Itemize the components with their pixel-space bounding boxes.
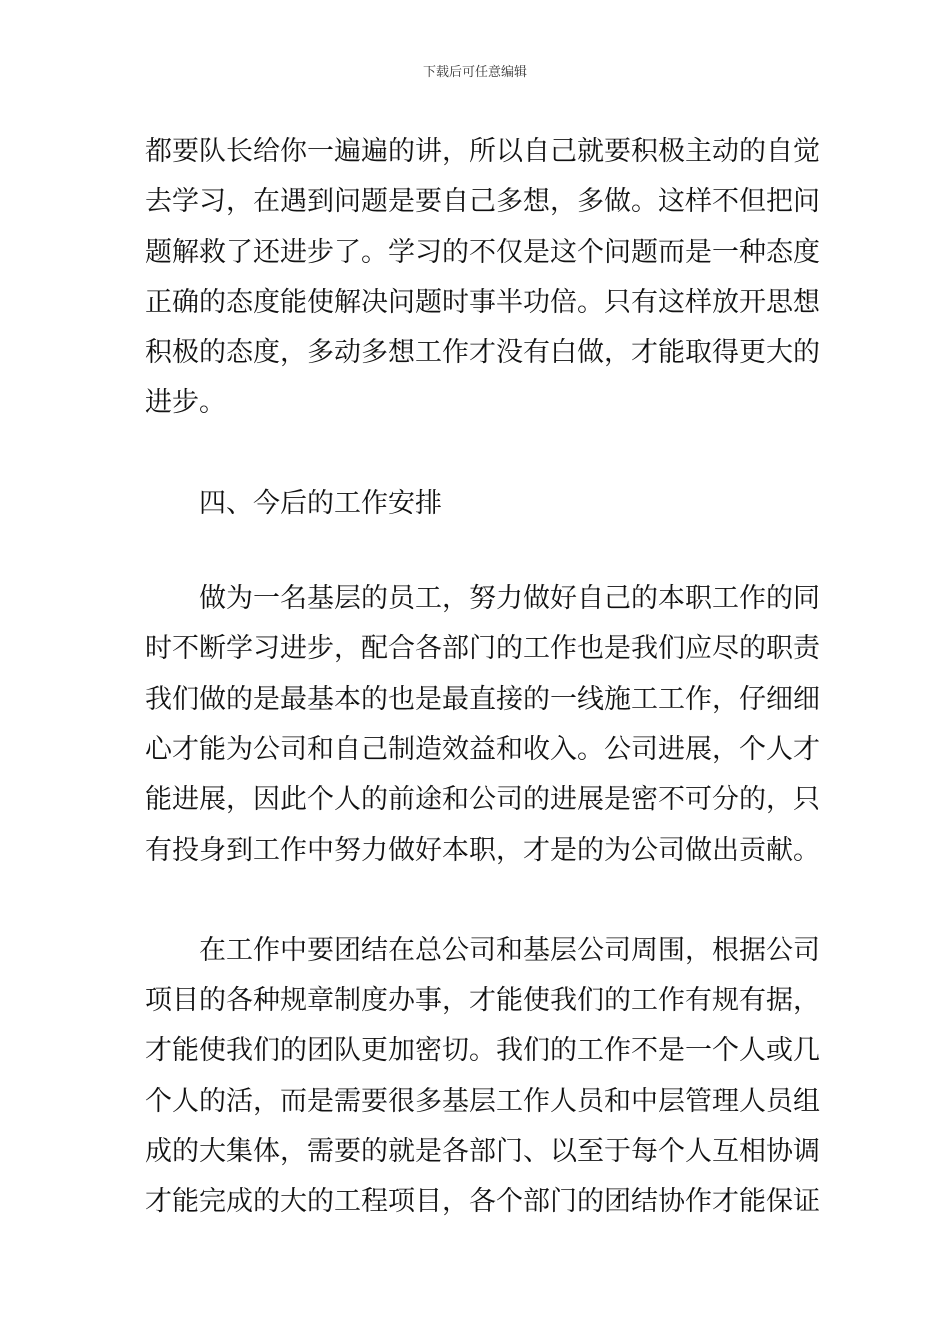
page-header-note: 下载后可任意编辑: [422, 65, 527, 80]
text-line: 正确的态度能使解决问题时事半功倍。只有这样放开思想: [145, 286, 820, 318]
section-heading: [145, 479, 807, 529]
text-line: 个人的活，而是需要很多基层工作人员和中层管理人员组: [145, 1085, 820, 1117]
text-line: 成的大集体，需要的就是各部门、以至于每个人互相协调: [145, 1136, 820, 1168]
text-line: 我们做的是最基本的也是最直接的一线施工工作，仔细细: [145, 683, 820, 715]
text-line: 项目的各种规章制度办事，才能使我们的工作有规有据，: [145, 985, 820, 1017]
text-line: 都要队长给你一遍遍的讲，所以自己就要积极主动的自觉: [145, 136, 820, 167]
text-line: 做为一名基层的员工，努力做好自己的本职工作的同: [199, 583, 820, 615]
text-line: 进步。: [145, 387, 226, 419]
text-line: 在工作中要团结在总公司和基层公司周围，根据公司: [199, 934, 820, 966]
document-body: [145, 127, 820, 1228]
text-line: 有投身到工作中努力做好本职，才是的为公司做出贡献。: [145, 834, 820, 866]
text-line: 去学习，在遇到问题是要自己多想，多做。这样不但把问: [145, 186, 820, 218]
text-line: 才能使我们的团队更加密切。我们的工作不是一个人或几: [145, 1035, 820, 1067]
paragraph-work-plan: [145, 574, 820, 876]
text-line: 能进展，因此个人的前途和公司的进展是密不可分的，只: [145, 784, 820, 816]
text-line: 才能完成的大的工程项目，各个部门的团结协作才能保证: [145, 1186, 820, 1218]
paragraph-teamwork: [145, 926, 820, 1228]
text-line: 时不断学习进步，配合各部门的工作也是我们应尽的职责: [145, 633, 820, 665]
text-line: 题解救了还进步了。学习的不仅是这个问题而是一种态度: [145, 236, 820, 268]
text-line: 心才能为公司和自己制造效益和收入。公司进展，个人才: [145, 733, 820, 765]
paragraph-learning-attitude: [145, 127, 820, 429]
section-heading-text: 四、今后的工作安排: [199, 487, 442, 519]
text-line: 积极的态度，多动多想工作才没有白做，才能取得更大的: [145, 337, 820, 369]
